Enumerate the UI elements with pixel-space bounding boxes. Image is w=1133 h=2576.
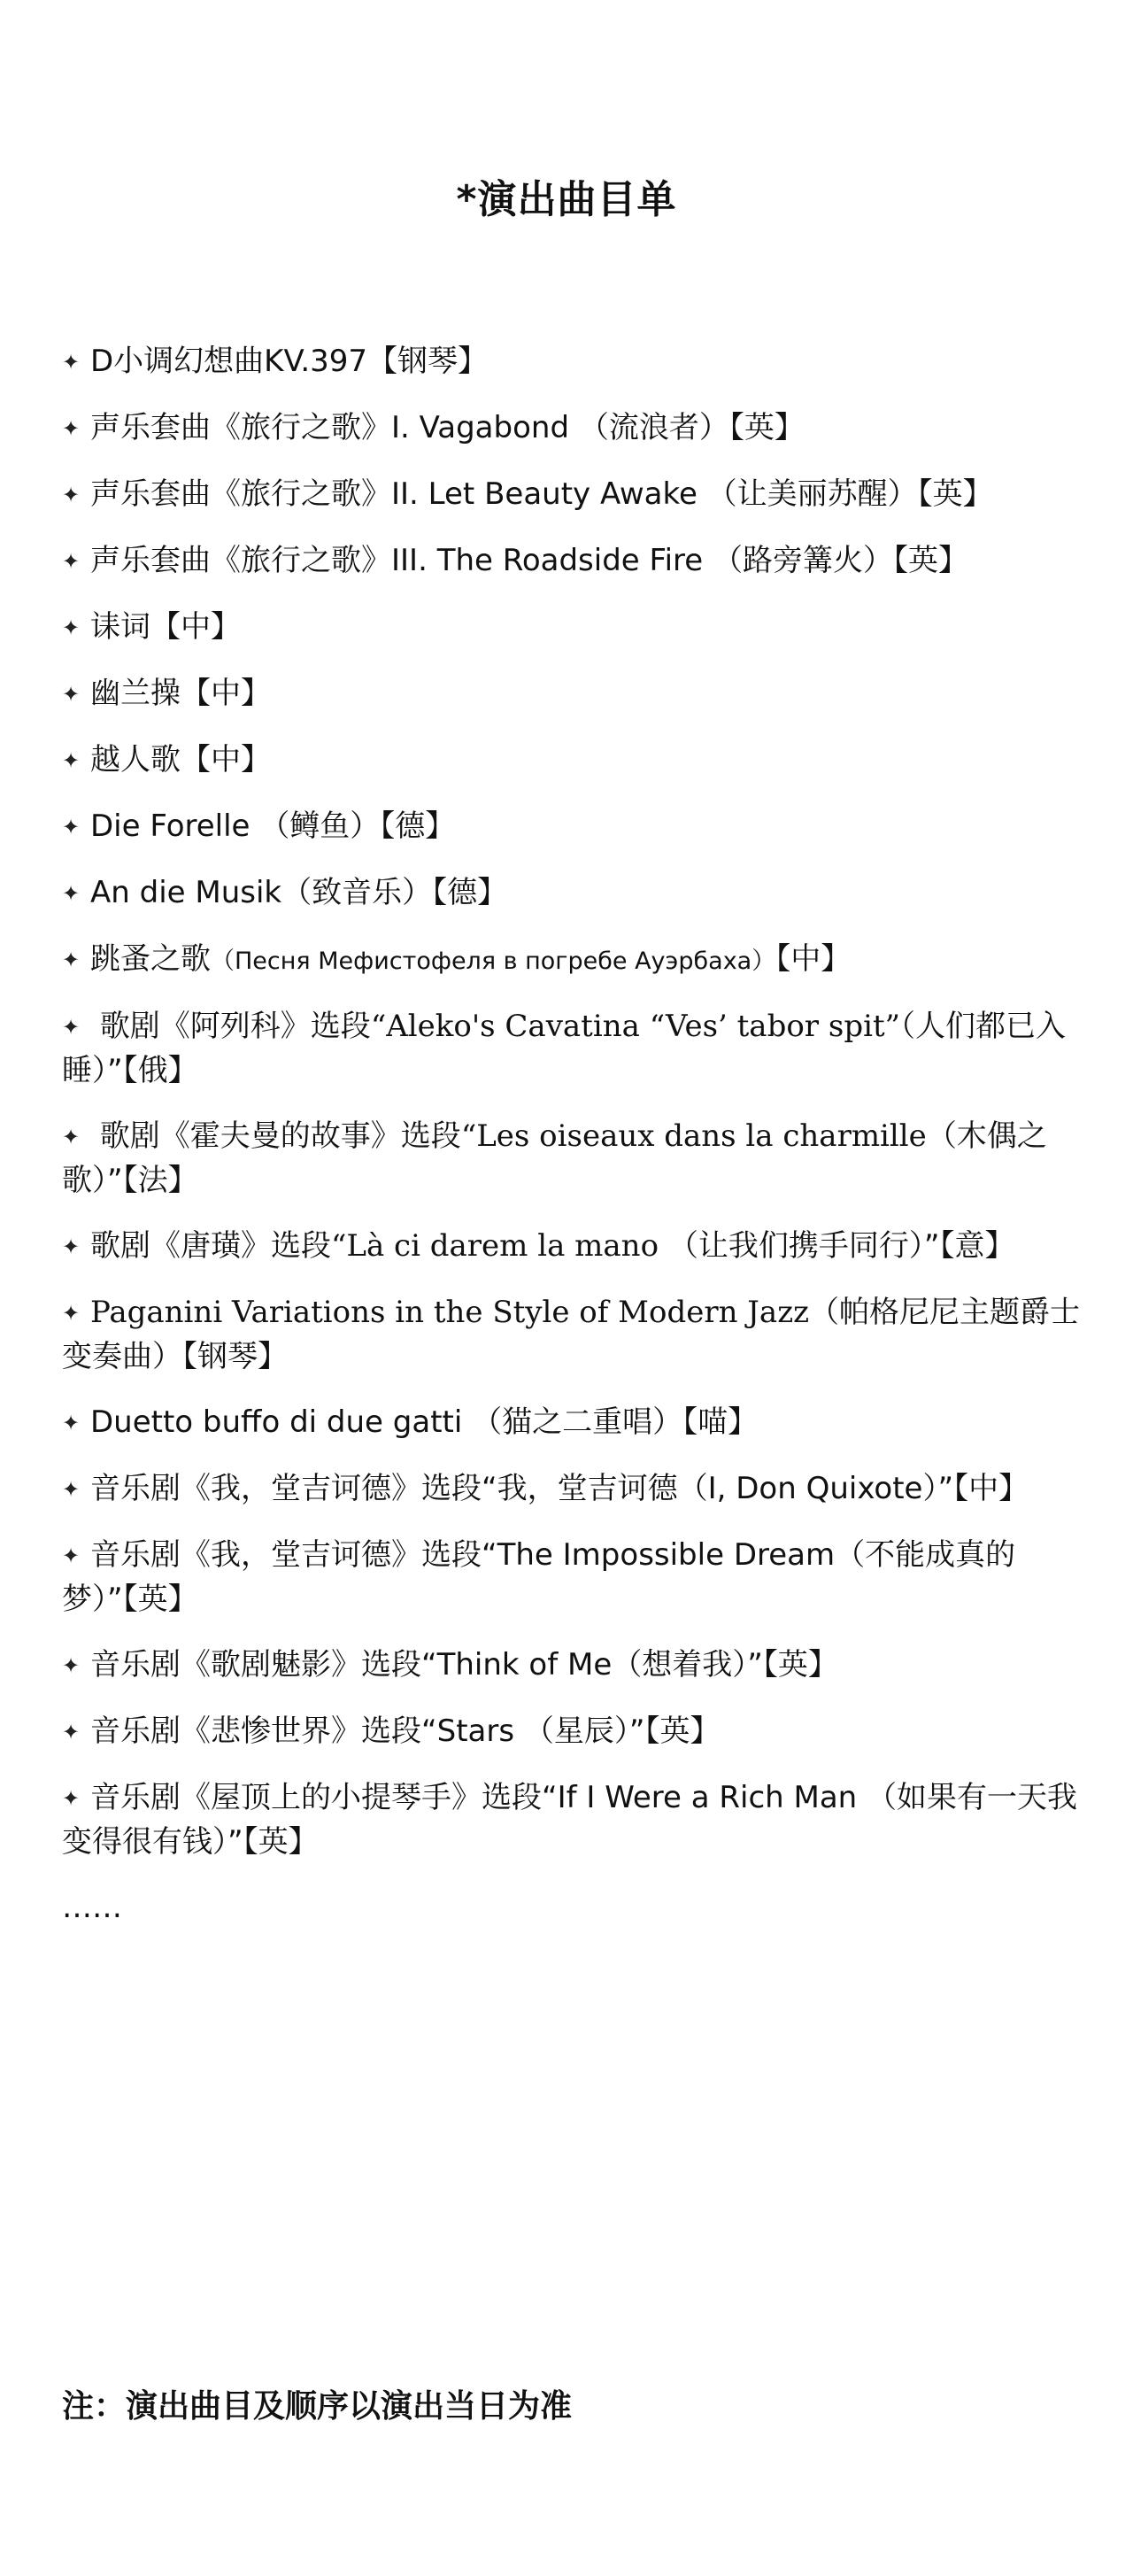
ellipsis: ……: [62, 1890, 122, 1925]
sparkle-icon: ✦: [62, 881, 81, 906]
program-item: [62, 672, 1080, 716]
page-title: *演出曲目单: [456, 177, 677, 222]
sparkle-icon: ✦: [62, 1543, 81, 1568]
sparkle-icon: ✦: [62, 1720, 81, 1744]
program-item: [62, 606, 1080, 650]
program-item-original-title: Paganini Variations in the Style of Modern Jazz: [90, 1295, 810, 1330]
program-item-translation: （让我们携手同行）”【意】: [659, 1228, 1015, 1264]
program-item-translation: （木偶之歌）”【法】: [62, 1118, 1047, 1198]
program-item-title: 歌剧《唐璜》选段: [90, 1228, 331, 1264]
program-item: [62, 1115, 1080, 1203]
sparkle-icon: ✦: [62, 948, 81, 972]
sparkle-icon: ✦: [62, 1477, 81, 1502]
program-item: [62, 871, 1080, 916]
program-item-text: 幽兰操【中】: [90, 676, 271, 711]
program-item: [62, 1467, 1080, 1512]
program-item-title: 歌剧《阿列科》选段: [90, 1009, 371, 1044]
program-item-text: 音乐剧《悲惨世界》选段“Stars （星辰）”【英】: [90, 1713, 721, 1749]
program-item-subtitle: （Песня Мефистофеля в погребе Ауэрбаха）: [211, 948, 776, 975]
program-item: [62, 1401, 1080, 1445]
program-item-text: Die Forelle （鳟鱼）【德】: [90, 808, 456, 844]
sparkle-icon: ✦: [62, 1234, 81, 1259]
program-item: [62, 739, 1080, 783]
program-item-text: 音乐剧《歌剧魅影》选段“Think of Me（想着我）”【英】: [90, 1647, 838, 1683]
program-item: [62, 340, 1080, 384]
program-item-text: 越人歌【中】: [90, 742, 271, 777]
sparkle-icon: ✦: [62, 483, 81, 507]
footer-note: 注：演出曲目及顺序以演出当日为准: [62, 2388, 573, 2425]
program-item: [62, 1291, 1080, 1379]
program-item: [62, 1005, 1080, 1093]
program-item-text: 声乐套曲《旅行之歌》III. The Roadside Fire （路旁篝火）【英】: [90, 543, 969, 578]
sparkle-icon: ✦: [62, 615, 81, 640]
program-item-text: An die Musik（致音乐）【德】: [90, 875, 508, 910]
program-item: [62, 805, 1080, 849]
program-item-text: 音乐剧《我，堂吉诃德》选段“The Impossible Dream（不能成真的梦）”【英】: [62, 1537, 1016, 1617]
program-item-text: 音乐剧《屋顶上的小提琴手》选段“If I Were a Rich Man （如果有一天我变得很有钱）”【英】: [62, 1780, 1078, 1860]
program-item: [62, 1225, 1080, 1269]
sparkle-icon: ✦: [62, 1411, 81, 1435]
program-item: [62, 1534, 1080, 1621]
program-item: [62, 1710, 1080, 1754]
program-item-original-title: “Aleko's Cavatina “Ves’ tabor spit”: [370, 1009, 900, 1044]
program-item-translation: （帕格尼尼主题爵士变奏曲）【钢琴】: [62, 1295, 1081, 1374]
program-item-text: 诔词【中】: [90, 609, 241, 645]
program-item: [62, 539, 1080, 584]
program-item: [62, 1644, 1080, 1688]
program-item-text: 声乐套曲《旅行之歌》I. Vagabond （流浪者）【英】: [90, 410, 805, 445]
program-item-language: 【中】: [775, 941, 852, 977]
sparkle-icon: ✦: [62, 416, 81, 441]
sparkle-icon: ✦: [62, 1125, 81, 1149]
sparkle-icon: ✦: [62, 1653, 81, 1678]
sparkle-icon: ✦: [62, 350, 81, 375]
program-item: [62, 1776, 1080, 1864]
sparkle-icon: ✦: [62, 1301, 81, 1326]
sparkle-icon: ✦: [62, 682, 81, 707]
program-item-text: 声乐套曲《旅行之歌》II. Let Beauty Awake （让美丽苏醒）【英】: [90, 476, 993, 512]
program-item: [62, 473, 1080, 517]
sparkle-icon: ✦: [62, 815, 81, 839]
sparkle-icon: ✦: [62, 1015, 81, 1040]
program-item-translation: （人们都已入睡）”【俄】: [62, 1009, 1066, 1088]
sparkle-icon: ✦: [62, 1786, 81, 1811]
sparkle-icon: ✦: [62, 748, 81, 773]
program-item-original-title: “Là ci darem la mano: [331, 1228, 659, 1264]
program-item-title: 歌剧《霍夫曼的故事》选段: [90, 1118, 461, 1154]
program-item-text: Duetto buffo di due gatti （猫之二重唱）【喵】: [90, 1404, 759, 1440]
sparkle-icon: ✦: [62, 549, 81, 574]
program-item-text: D小调幻想曲KV.397【钢琴】: [90, 344, 489, 379]
program-list: [62, 340, 1080, 1930]
program-item-text: 音乐剧《我，堂吉诃德》选段“我，堂吉诃德（I, Don Quixote）”【中】: [90, 1471, 1029, 1506]
program-item: [62, 406, 1080, 451]
program-item: [62, 938, 1080, 983]
program-item-original-title: “Les oiseaux dans la charmille: [460, 1118, 927, 1154]
program-item-title: 跳蚤之歌: [90, 941, 211, 977]
